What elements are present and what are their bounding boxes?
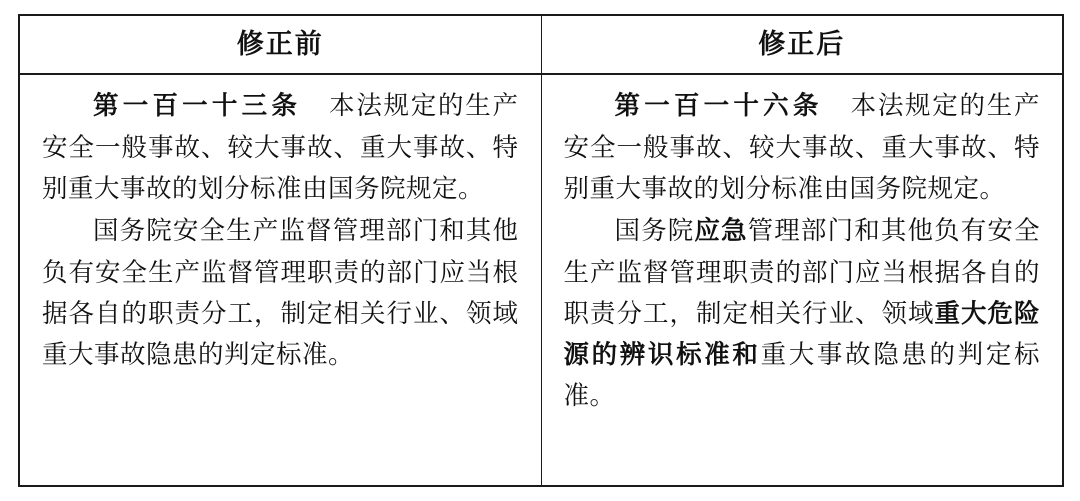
- before-paragraph-2: [42, 210, 519, 375]
- cell-before: [19, 74, 541, 486]
- table-header-row: [19, 15, 1063, 74]
- cell-after: [541, 74, 1063, 486]
- after-paragraph-2: [564, 210, 1041, 416]
- after-paragraph-1: [564, 85, 1041, 209]
- after-paragraph-2-highlight-2: 重大危险源的辨识标准和: [563, 298, 1040, 370]
- after-content: [564, 85, 1041, 473]
- before-paragraph-2-text: 国务院安全生产监督管理部门和其他负有安全生产监督管理职责的部门应当根据各自的职责分工，制定相关行业、领域重大事故隐患的判定标准。: [42, 216, 519, 370]
- after-paragraph-2-highlight-1: 应急: [694, 216, 748, 246]
- after-article-number: 第一百一十六条: [614, 91, 823, 121]
- before-content: [42, 85, 519, 473]
- comparison-table: [18, 14, 1064, 487]
- after-paragraph-2-part-2: 管理部门和其他负有安全生产监督管理职责的部门应当根据各自的职责分工，制定相关行业、领域: [563, 216, 1040, 328]
- before-article-number: 第一百一十三条: [93, 91, 302, 121]
- column-header-before: 修正前: [19, 15, 541, 74]
- before-paragraph-1: [42, 85, 519, 209]
- after-paragraph-2-part-3: 重大事故隐患的判定标准。: [563, 340, 1040, 411]
- after-paragraph-2-part-1: 国务院: [614, 216, 695, 246]
- column-header-after: 修正后: [541, 15, 1063, 74]
- before-paragraph-1-text: 本法规定的生产安全一般事故、较大事故、重大事故、特别重大事故的划分标准由国务院规定。: [42, 91, 519, 203]
- table-row: [19, 74, 1063, 486]
- after-paragraph-1-text: 本法规定的生产安全一般事故、较大事故、重大事故、特别重大事故的划分标准由国务院规定。: [563, 91, 1040, 203]
